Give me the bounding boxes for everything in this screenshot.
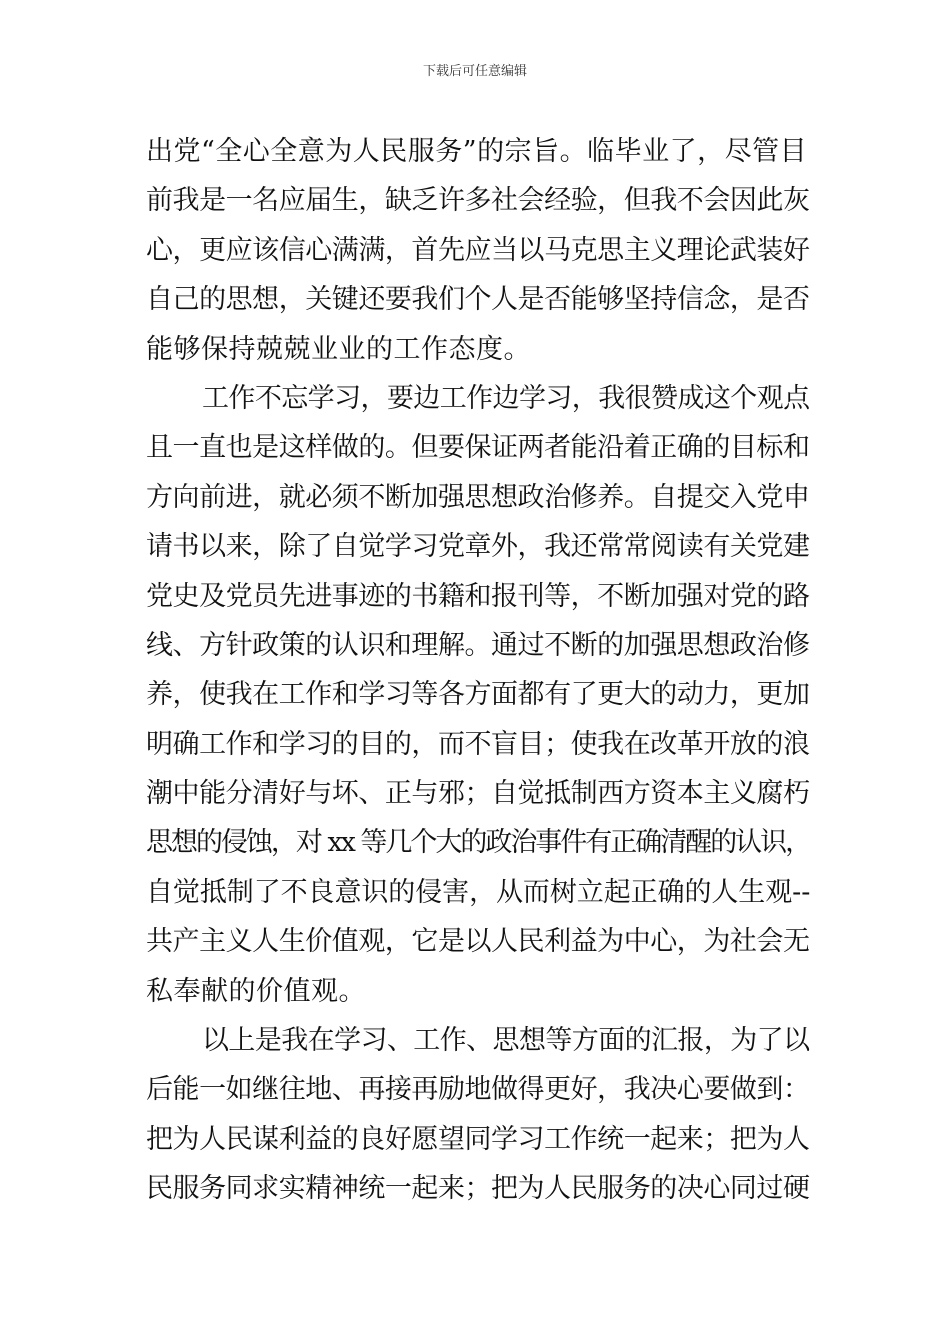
text-line: 养，使我在工作和学习等各方面都有了更大的动力，更加 [146, 679, 810, 711]
text-line: 党史及党员先进事迹的书籍和报刊等，不断加强对党的路 [146, 580, 810, 612]
document-body [146, 127, 810, 1214]
page-header: 下载后可任意编辑 [422, 64, 527, 79]
text-line: 自觉抵制了不良意识的侵害，从而树立起正确的人生观-- [146, 876, 811, 908]
text-line: 自己的思想，关键还要我们个人是否能够坚持信念，是否 [146, 284, 810, 316]
text-line: 后能一如继往地、再接再励地做得更好，我决心要做到： [146, 1074, 810, 1106]
text-line: 线、方针政策的认识和理解。通过不断的加强思想政治修 [146, 629, 810, 661]
text-line: 前我是一名应届生，缺乏许多社会经验，但我不会因此灰 [146, 185, 810, 217]
text-line: 私奉献的价值观。 [146, 975, 366, 1007]
text-line: 明确工作和学习的目的，而不盲目；使我在改革开放的浪 [146, 728, 810, 760]
paragraph-first-line: 工作不忘学习，要边工作边学习，我很赞成这个观点 [202, 382, 810, 414]
text-line: 共产主义人生价值观，它是以人民利益为中心，为社会无 [146, 926, 810, 958]
text-line: 潮中能分清好与坏、正与邪；自觉抵制西方资本主义腐朽 [146, 778, 810, 810]
text-line: 民服务同求实精神统一起来；把为人民服务的决心同过硬 [146, 1173, 810, 1205]
text-line: 方向前进，就必须不断加强思想政治修养。自提交入党申 [146, 481, 810, 513]
text-line: 心，更应该信心满满，首先应当以马克思主义理论武装好 [146, 234, 810, 266]
text-line: 思想的侵蚀，对 xx 等几个大的政治事件有正确清醒的认识， [146, 827, 811, 859]
text-line: 出党“全心全意为人民服务”的宗旨。临毕业了，尽管目 [146, 136, 808, 167]
text-line: 能够保持兢兢业业的工作态度。 [146, 333, 531, 365]
text-line: 把为人民谋利益的良好愿望同学习工作统一起来；把为人 [146, 1123, 810, 1155]
text-line: 且一直也是这样做的。但要保证两者能沿着正确的目标和 [146, 432, 810, 464]
paragraph-first-line: 以上是我在学习、工作、思想等方面的汇报，为了以 [202, 1025, 810, 1057]
text-line: 请书以来，除了自觉学习党章外，我还常常阅读有关党建 [146, 531, 810, 563]
